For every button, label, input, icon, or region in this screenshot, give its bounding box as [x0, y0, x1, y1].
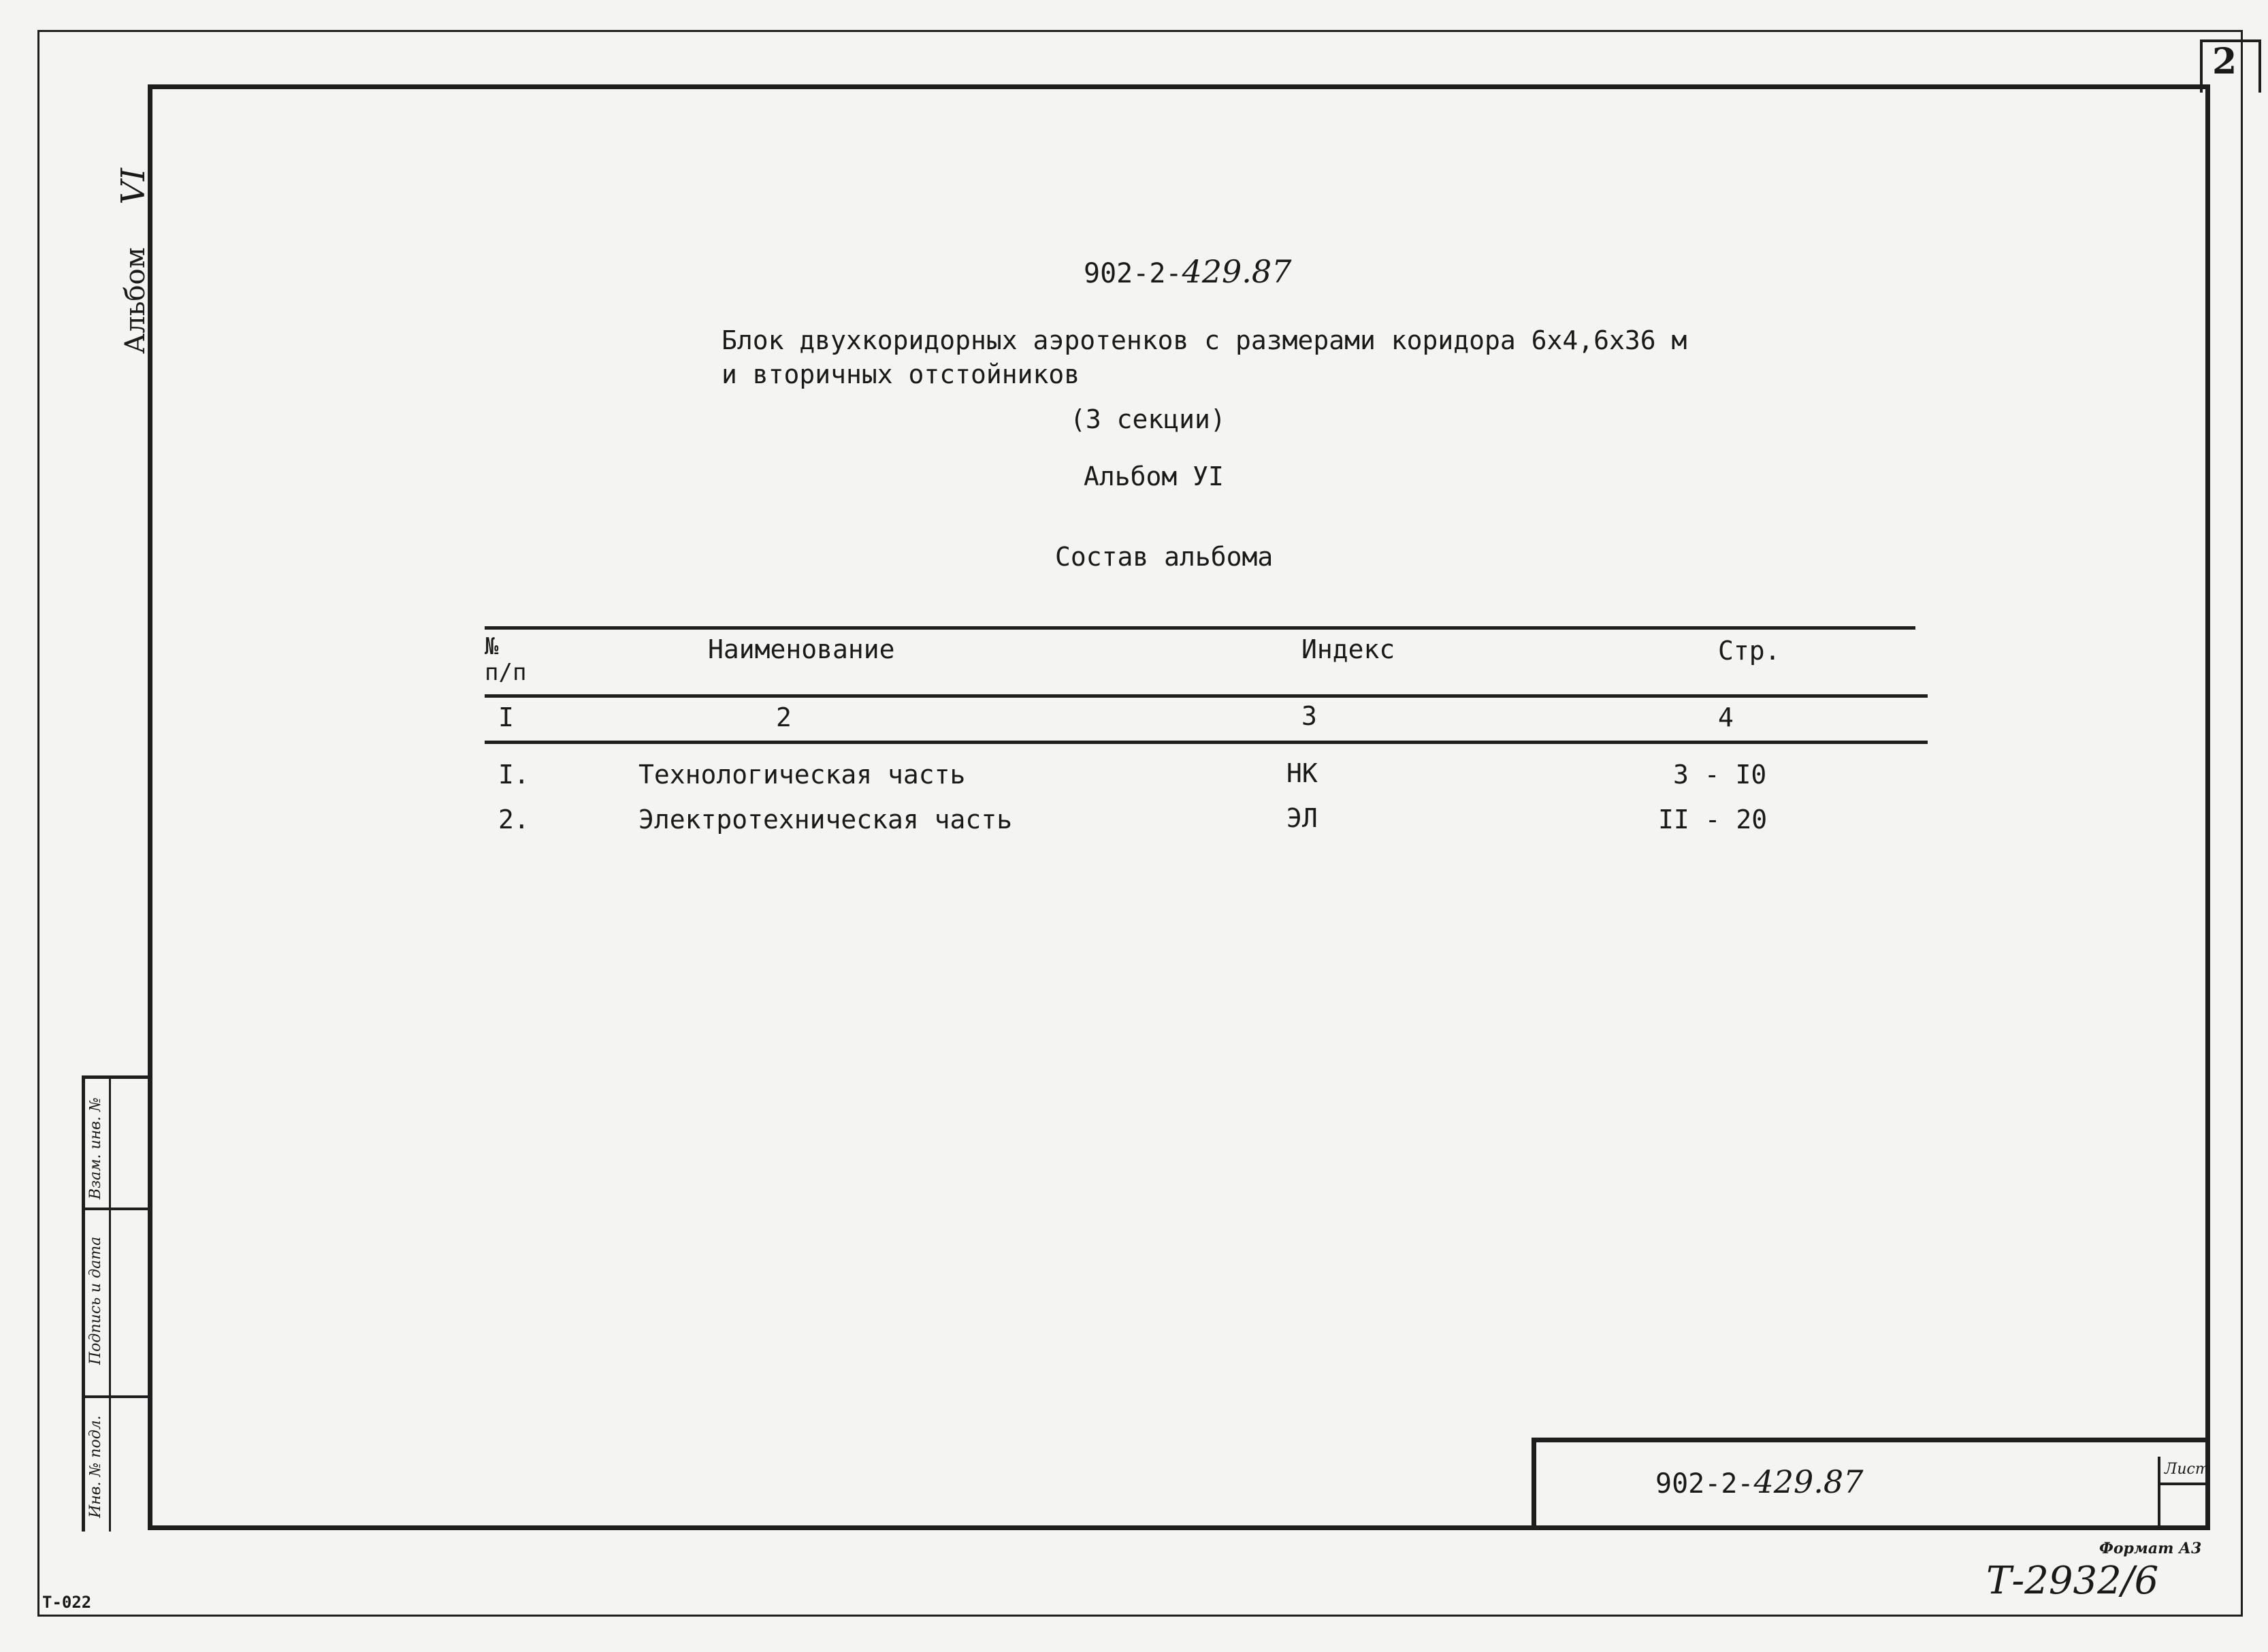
title-block-code-prefix: 902-2- [1655, 1468, 1754, 1500]
document-code-suffix: 429.87 [1182, 253, 1292, 290]
document-code-prefix: 902-2- [1084, 258, 1182, 289]
side-stamp-inv: Инв. № подл. [87, 1415, 104, 1518]
table-top-rule [485, 626, 1915, 630]
row-index: НК [1286, 758, 1318, 788]
album-side-label [114, 168, 152, 354]
title-block-code [1655, 1463, 1863, 1500]
table-header-rule [485, 694, 1928, 698]
bottom-left-code: Т-022 [42, 1593, 92, 1612]
side-stamp-left [82, 1075, 85, 1532]
archive-number: Т-2932/6 [1986, 1559, 2159, 1603]
header-num-line2: п/п [485, 659, 527, 686]
inner-frame-right [2205, 84, 2210, 1530]
outer-frame-bottom [37, 1615, 2243, 1617]
sheet-number: 2 [2212, 41, 2237, 82]
document-title-line1: Блок двухкоридорных аэротенков с размерами коридора 6х4,6х36 м [722, 325, 1687, 355]
header-name: Наименование [708, 634, 895, 664]
sheet-box-left [2200, 39, 2203, 93]
table-colnum-rule [485, 741, 1928, 744]
row-pages: II - 20 [1658, 805, 1768, 835]
header-num-line1: № [485, 633, 499, 660]
title-block-sheet-row [2158, 1483, 2210, 1485]
header-index: Индекс [1301, 634, 1395, 664]
title-block-sheet-divider [2158, 1457, 2160, 1530]
side-stamp-podpis: Подпись и дата [87, 1236, 104, 1365]
outer-frame-right [2241, 30, 2243, 1616]
outer-frame-top [37, 30, 2243, 32]
document-code [1084, 253, 1291, 290]
album-side-label-text: Альбом [120, 247, 151, 354]
header-page: Стр. [1718, 636, 1781, 666]
document-title-line2: и вторичных отстойников [722, 359, 1080, 389]
side-stamp-top [82, 1075, 150, 1079]
row-num: I. [498, 760, 530, 790]
row-num: 2. [498, 805, 530, 835]
album-side-number: VI [114, 167, 152, 205]
format-label: Формат А3 [2099, 1540, 2202, 1557]
col-number-2: 2 [776, 702, 792, 732]
inner-frame-bottom [148, 1525, 2210, 1530]
side-stamp-vzam: Взам. инв. № [87, 1097, 104, 1199]
title-block-code-suffix: 429.87 [1753, 1463, 1864, 1500]
contents-heading: Состав альбома [1055, 542, 1274, 572]
row-index: ЭЛ [1286, 803, 1318, 833]
col-number-1: I [498, 702, 514, 732]
col-number-4: 4 [1718, 702, 1734, 732]
side-stamp-divider [109, 1075, 111, 1532]
sections-note: (3 секции) [1070, 404, 1226, 434]
col-number-3: 3 [1301, 701, 1317, 731]
album-title: Альбом УI [1084, 461, 1224, 491]
row-name: Технологическая часть [638, 760, 966, 790]
side-stamp-row1 [82, 1208, 150, 1210]
title-block-sheet-label: Лист [2165, 1461, 2209, 1478]
title-block-top [1532, 1438, 2210, 1442]
sheet-box-right [2258, 39, 2261, 93]
side-stamp-row2 [82, 1395, 150, 1398]
outer-frame-left [37, 30, 39, 1616]
row-pages: 3 - I0 [1673, 760, 1767, 790]
title-block-left [1532, 1438, 1536, 1530]
row-name: Электротехническая часть [638, 805, 1013, 835]
inner-frame-top [148, 84, 2205, 89]
